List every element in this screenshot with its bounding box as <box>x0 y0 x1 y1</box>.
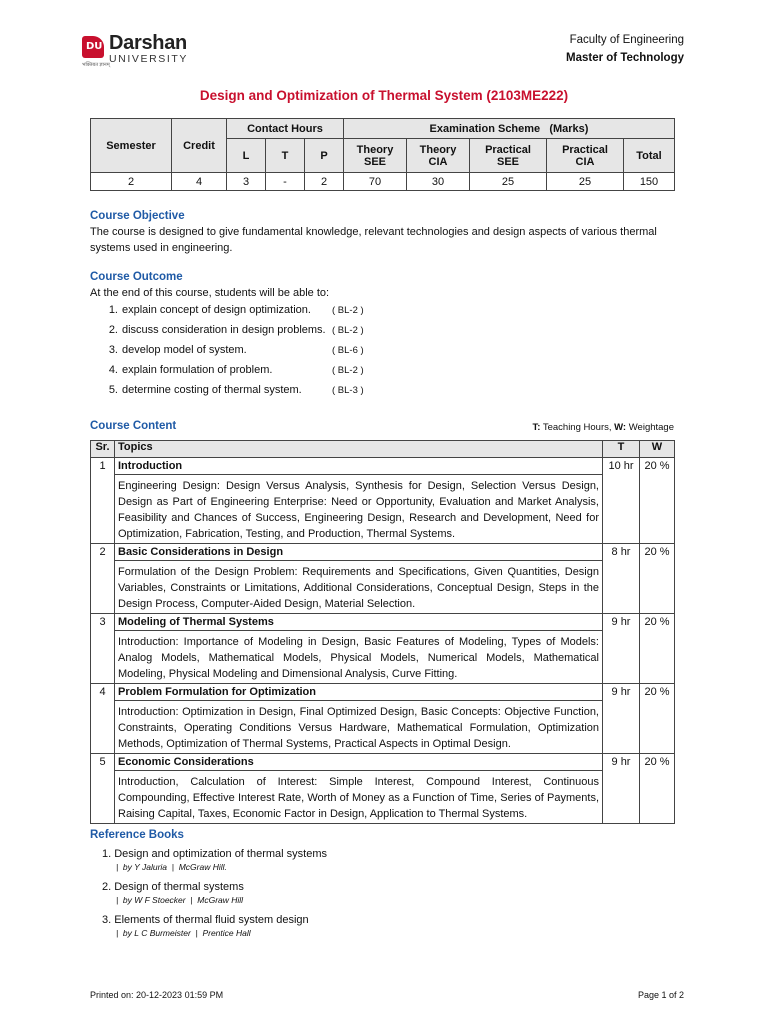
header-l: L <box>227 139 266 173</box>
header-p: P <box>305 139 344 173</box>
logo-name: Darshan <box>109 32 187 54</box>
header-theory-cia: Theory CIA <box>407 139 470 173</box>
reference-meta: | by L C Burmeister | Prentice Hall <box>116 928 251 938</box>
header-credit: Credit <box>172 119 227 173</box>
logo-tagline: भक्तिबत ज्ञानम् <box>82 62 110 68</box>
list-item: 5. determine costing of thermal system. ( BL-3 ) <box>108 384 364 396</box>
topic-title: Modeling of Thermal Systems <box>115 614 602 631</box>
header-total: Total <box>624 139 675 173</box>
teaching-scheme-table <box>90 118 675 191</box>
cell-total: 150 <box>624 173 675 191</box>
list-item: 3. develop model of system. ( BL-6 ) <box>108 344 364 356</box>
header-t: T <box>266 139 305 173</box>
reference-title: 2. Design of thermal systems <box>102 881 244 893</box>
topic-description: Introduction: Importance of Modeling in Design, Basic Features of Modeling, Types of Models: Analog Models, Mathematical Models, Physical Models, Numerical Models, Mathematical Modeling, Physical Modeling and Dimensional Analysis, Curve Fitting. <box>118 636 599 680</box>
faculty-label: Faculty of Engineering <box>569 34 684 46</box>
logo-subtitle: UNIVERSITY <box>109 53 189 65</box>
list-item <box>102 914 309 938</box>
header-practical-see: Practical SEE <box>470 139 547 173</box>
header-sr: Sr. <box>91 441 115 458</box>
header-exam-scheme: Examination Scheme (Marks) <box>344 119 675 139</box>
references-heading: Reference Books <box>90 829 184 841</box>
objective-heading: Course Objective <box>90 210 185 222</box>
topic-description: Formulation of the Design Problem: Requirements and Specifications, Given Quantities, Design Variables, Constraints or Limitations, Additional Considerations, Conceptual Design, Steps in the Design Process, Computer-Aided Design, Material Selection. <box>118 566 599 610</box>
topic-title: Introduction <box>115 458 602 475</box>
cell-theory-cia: 30 <box>407 173 470 191</box>
reference-title: 3. Elements of thermal fluid system design <box>102 914 309 926</box>
list-item <box>102 848 327 872</box>
outcome-heading: Course Outcome <box>90 271 183 283</box>
header-practical-cia: Practical CIA <box>547 139 624 173</box>
header-topics: Topics <box>115 441 603 458</box>
topic-title: Basic Considerations in Design <box>115 544 602 561</box>
header-t: T <box>603 441 640 458</box>
page-number: Page 1 of 2 <box>637 990 684 1000</box>
list-item <box>102 881 244 905</box>
topic-description: Introduction: Optimization in Design, Final Optimized Design, Basic Concepts: Objective Function, Constraints, Operating Conditions Versus Hardware, Mathematical Formulation, Optimization Methods, Optimization of Thermal Systems, Practical Aspects in Optimal Design. <box>118 706 599 750</box>
topic-description: Engineering Design: Design Versus Analysis, Synthesis for Design, Selection Versus Design, Design as Part of Engineering Enterprise: Need or Opportunity, Evaluation and Market Analysis, Feasibility and Chances of Success, Engineering Design, Research and Development, Need for Optimization, Fabrication, Testing, and Production, Thermal Systems. <box>118 480 599 540</box>
cell-practical-see: 25 <box>470 173 547 191</box>
cell-practical-cia: 25 <box>547 173 624 191</box>
table-row: 2 Basic Considerations in Design Formulation of the Design Problem: Requirements and Specifications, Given Quantities, Design Variables, Constraints or Limitations, Additional Considerations, Conceptual Design, Steps in the Design Process, Computer-Aided Design, Material Selection. 8 hr 20 % <box>91 544 675 614</box>
cell-l: 3 <box>227 173 266 191</box>
outcome-intro: At the end of this course, students will be able to: <box>90 287 330 299</box>
table-row: 1 Introduction Engineering Design: Design Versus Analysis, Synthesis for Design, Selection Versus Design, Design as Part of Engineering Enterprise: Need or Opportunity, Evaluation and Market Analysis, Feasibility and Chances of Success, Engineering Design, Research and Development, Need for Optimization, Fabrication, Testing, and Production, Thermal Systems. 10 hr 20 % <box>91 458 675 544</box>
reference-title: 1. Design and optimization of thermal systems <box>102 848 327 860</box>
reference-meta: | by Y Jaluria | McGraw Hill. <box>116 862 227 872</box>
table-row: 3 Modeling of Thermal Systems Introduction: Importance of Modeling in Design, Basic Features of Modeling, Types of Models: Analog Models, Mathematical Models, Physical Models, Numerical Models, Mathematical Modeling, Physical Modeling and Dimensional Analysis, Curve Fitting. 9 hr 20 % <box>91 614 675 684</box>
list-item: 1. explain concept of design optimization. ( BL-2 ) <box>108 304 364 316</box>
header-semester: Semester <box>91 119 172 173</box>
content-heading: Course Content <box>90 420 177 432</box>
table-row <box>91 173 675 191</box>
logo-icon: DU <box>82 36 104 58</box>
university-logo <box>82 30 202 72</box>
cell-credit: 4 <box>172 173 227 191</box>
topic-title: Economic Considerations <box>115 754 602 771</box>
header-w: W <box>640 441 675 458</box>
course-content-table <box>90 440 675 824</box>
table-row: 4 Problem Formulation for Optimization Introduction: Optimization in Design, Final Optimized Design, Basic Concepts: Objective Function, Constraints, Operating Conditions Versus Hardware, Mathematical Formulation, Optimization Methods, Optimization of Thermal Systems, Practical Aspects in Optimal Design. 9 hr 20 % <box>91 684 675 754</box>
cell-semester: 2 <box>91 173 172 191</box>
topic-description: Introduction, Calculation of Interest: Simple Interest, Compound Interest, Continuous Compounding, Effective Interest Rate, Worth of Money as a Function of Time, Series of Payments, Raising Capital, Taxes, Economic Factor in Design, Application to Thermal Systems. <box>118 776 599 820</box>
objective-text: The course is designed to give fundamental knowledge, relevant technologies and design aspects of various thermal systems used in engineering. <box>90 226 657 254</box>
outcome-list <box>104 304 404 404</box>
list-item: 2. discuss consideration in design problems. ( BL-2 ) <box>108 324 364 336</box>
reference-meta: | by W F Stoecker | McGraw Hill <box>116 895 244 905</box>
course-title: Design and Optimization of Thermal System (2103ME222) <box>199 88 569 103</box>
topic-title: Problem Formulation for Optimization <box>115 684 602 701</box>
printed-on: Printed on: 20-12-2023 01:59 PM <box>90 990 224 1000</box>
header-theory-see: Theory SEE <box>344 139 407 173</box>
header-contact-hours: Contact Hours <box>227 119 344 139</box>
cell-p: 2 <box>305 173 344 191</box>
list-item: 4. explain formulation of problem. ( BL-2 ) <box>108 364 364 376</box>
content-legend: T: Teaching Hours, W: Weightage <box>532 422 674 433</box>
program-label: Master of Technology <box>566 52 684 64</box>
table-row: 5 Economic Considerations Introduction, Calculation of Interest: Simple Interest, Compound Interest, Continuous Compounding, Effective Interest Rate, Worth of Money as a Function of Time, Series of Payments, Raising Capital, Taxes, Economic Factor in Design, Application to Thermal Systems. 9 hr 20 % <box>91 754 675 824</box>
cell-theory-see: 70 <box>344 173 407 191</box>
cell-t: - <box>266 173 305 191</box>
